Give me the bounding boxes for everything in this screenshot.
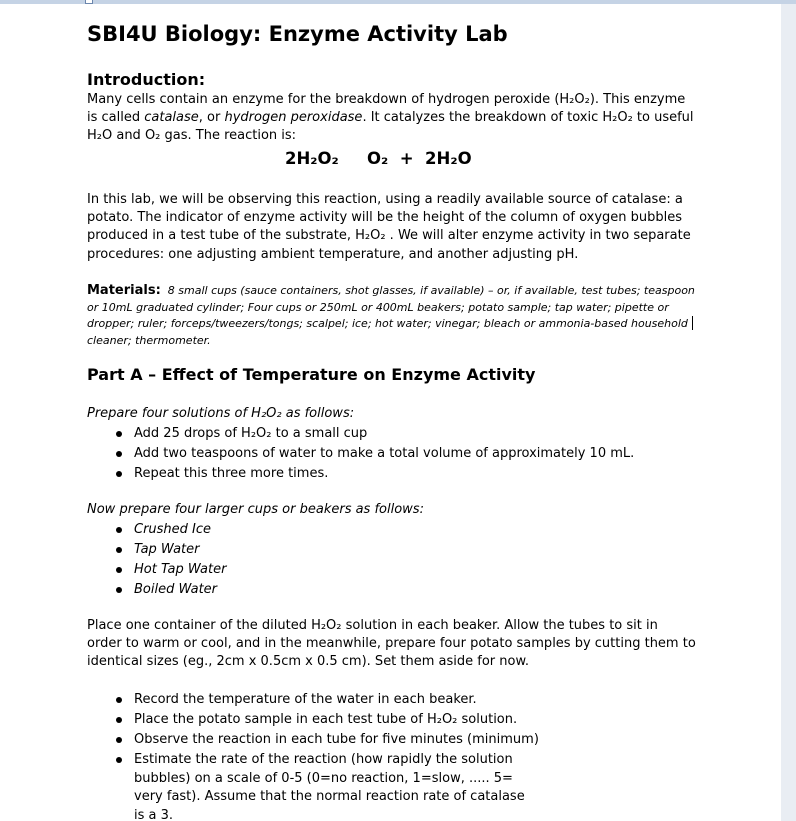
solutions-steps-list (87, 424, 634, 484)
bullet-icon (116, 757, 122, 763)
materials-label: Materials: (87, 283, 161, 298)
bullet-icon (116, 431, 122, 437)
place-line: identical sizes (eg., 2cm x 0.5cm x 0.5 cm). Set them aside for now. (87, 654, 530, 670)
part-a-heading: Part A – Effect of Temperature on Enzyme Activity (87, 365, 536, 384)
overview-line: produced in a test tube of the substrate, H₂O₂ . We will alter enzyme activity in two separate (87, 228, 691, 244)
overview-line: In this lab, we will be observing this reaction, using a readily available source of catalase: a (87, 192, 683, 207)
intro-line-3: H₂O and O₂ gas. The reaction is: (87, 128, 297, 144)
materials-paragraph (87, 283, 695, 349)
bullet-icon (116, 567, 122, 573)
list-item: Add 25 drops of H₂O₂ to a small cup (87, 424, 634, 444)
beakers-list (87, 520, 226, 600)
intro-line-1: Many cells contain an enzyme for the breakdown of hydrogen peroxide (H₂O₂). This enzyme (87, 92, 686, 107)
bullet-icon (116, 471, 122, 477)
place-paragraph (87, 617, 696, 672)
list-item: Tap Water (87, 540, 226, 560)
solutions-intro: Prepare four solutions of H₂O₂ as follows: (87, 406, 355, 421)
procedure-list (87, 690, 539, 821)
bullet-icon (116, 451, 122, 457)
list-item: Add two teaspoons of water to make a total volume of approximately 10 mL. (87, 444, 634, 464)
hydrogen-peroxidase-term: hydrogen peroxidase (224, 110, 363, 126)
bullet-icon (116, 697, 122, 703)
list-item: Boiled Water (87, 580, 226, 600)
materials-line: cleaner; thermometer. (87, 333, 211, 347)
place-line: order to warm or cool, and in the meanwhile, prepare four potato samples by cutting them to (87, 636, 696, 652)
list-item: Crushed Ice (87, 520, 226, 540)
text-cursor (692, 316, 693, 330)
beakers-intro: Now prepare four larger cups or beakers as follows: (87, 502, 424, 517)
materials-line: dropper; ruler; forceps/tweezers/tongs; scalpel; ice; hot water; vinegar; bleach or ammonia-based household (87, 316, 695, 333)
list-item: Record the temperature of the water in each beaker. (87, 690, 539, 710)
bullet-icon (116, 547, 122, 553)
right-gutter (781, 4, 796, 821)
bullet-icon (116, 737, 122, 743)
intro-line-2: is called catalase, or hydrogen peroxidase. It catalyzes the breakdown of toxic H₂O₂ to useful (87, 110, 694, 126)
page-title: SBI4U Biology: Enzyme Activity Lab (87, 22, 508, 46)
lab-overview-paragraph (87, 191, 691, 264)
overview-line: potato. The indicator of enzyme activity will be the height of the column of oxygen bubbles (87, 210, 683, 226)
list-item: Observe the reaction in each tube for five minutes (minimum) (87, 730, 539, 750)
materials-line: Materials: 8 small cups (sauce containers, shot glasses, if available) – or, if available, test tubes; teaspoon (87, 283, 695, 298)
document-page (0, 4, 781, 821)
list-item: Estimate the rate of the reaction (how rapidly the solution bubbles) on a scale of 0-5 (0=no reaction, 1=slow, ..... 5= very fast). Assume that the normal reaction rate of catalase is a 3. (87, 750, 539, 821)
materials-line: or 10mL graduated cylinder; Four cups or 250mL or 400mL beakers; potato sample; tap water; pipette or (87, 300, 669, 314)
equation-products: O₂ + 2H₂O (367, 149, 472, 168)
overview-line: procedures: one adjusting ambient temperature, and another adjusting pH. (87, 246, 579, 262)
list-item: Hot Tap Water (87, 560, 226, 580)
bullet-icon (116, 587, 122, 593)
bullet-icon (116, 717, 122, 723)
introduction-paragraph (87, 91, 694, 146)
equation-reactant: 2H₂O₂ (285, 149, 339, 168)
introduction-heading: Introduction: (87, 70, 206, 89)
place-line: Place one container of the diluted H₂O₂ solution in each beaker. Allow the tubes to sit in (87, 618, 658, 633)
catalase-term: catalase (144, 110, 199, 126)
bullet-icon (116, 527, 122, 533)
list-item: Place the potato sample in each test tube of H₂O₂ solution. (87, 710, 539, 730)
list-item: Repeat this three more times. (87, 464, 634, 484)
